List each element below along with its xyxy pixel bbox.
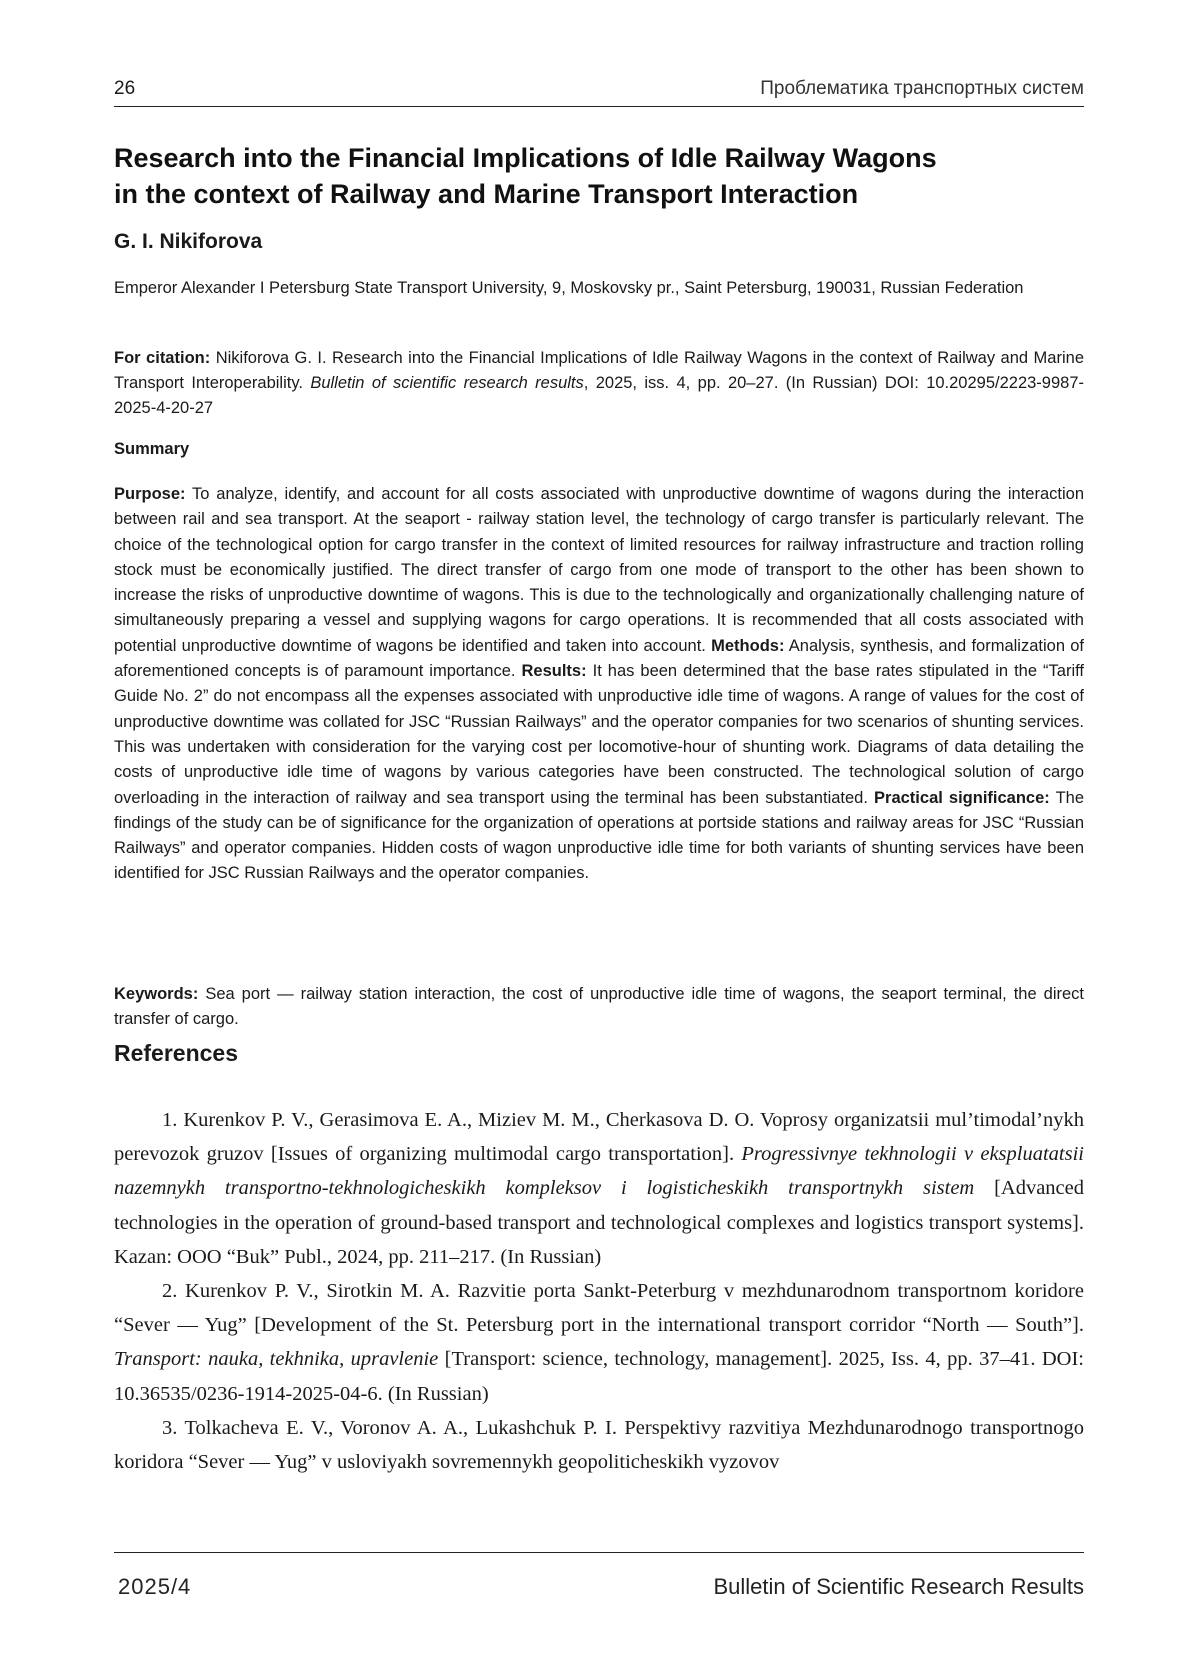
reference-text: 3. Tolkacheva E. V., Voronov A. A., Lukashchuk P. I. Perspektivy razvitiya Mezhdunarodnogo transportnogo koridora “Sever — Yug” v usloviyakh sovremennykh geopoliticheskikh vyzovov xyxy=(114,1416,1084,1474)
results-text: It has been determined that the base rates stipulated in the “Tariff Guide No. 2” do not encompass all the expenses associated with unproductive idle time of wagons. A range of values for the cost of unproductive downtime was collated for JSC “Russian Railways” and the operator companies for two scenarios of shunting services. This was undertaken with consideration for the varying cost per locomotive-hour of shunting work. Diagrams of data detailing the costs of unproductive idle time of wagons by various categories have been constructed. The technological solution of cargo overloading in the interaction of railway and sea transport using the terminal has been substantiated. xyxy=(114,662,1084,807)
keywords-text: Sea port — railway station interaction, the cost of unproductive idle time of wagons, the seaport terminal, the direct transfer of cargo. xyxy=(114,985,1084,1028)
significance-label: Practical significance: xyxy=(874,788,1050,807)
citation-label: For citation: xyxy=(114,349,211,367)
affiliation: Emperor Alexander I Petersburg State Transport University, 9, Moskovsky pr., Saint Petersburg, 190031, Russian Federation xyxy=(114,279,1024,297)
title-line-1: Research into the Financial Implications of Idle Railway Wagons xyxy=(114,143,937,173)
header-divider xyxy=(114,106,1084,107)
author-name: G. I. Nikiforova xyxy=(114,230,263,253)
references-heading: References xyxy=(114,1040,239,1066)
keywords xyxy=(114,982,1084,1032)
reference-source: Transport: nauka, tekhnika, upravlenie xyxy=(114,1348,439,1371)
purpose-text: To analyze, identify, and account for all costs associated with unproductive downtime of wagons during the interaction between rail and sea transport. At the seaport - railway station level, the technology of cargo transfer is particularly relevant. The choice of the technological option for cargo transfer in the context of limited resources for railway infrastructure and traction rolling stock must be economically justified. The direct transfer of cargo from one mode of transport to the other has been shown to increase the risks of unproductive downtime of wagons. This is due to the technologically and organizationally challenging nature of simultaneously preparing a vessel and supplying wagons for cargo operations. It is recommended that all costs associated with potential unproductive downtime of wagons be identified and taken into account. xyxy=(114,485,1084,655)
summary-heading: Summary xyxy=(114,440,190,458)
citation-journal: Bulletin of scientific research results xyxy=(310,374,584,392)
reference-source: Progressivnye tekhnologii v ekspluatatsii nazemnykh transportno-tekhnologicheskikh kompleksov i logisticheskikh transportnykh sistem xyxy=(114,1143,1084,1200)
reference-details: [Transport: science, technology, management]. 2025, Iss. 4, pp. 37–41. DOI: 10.36535/0236-1914-2025-04-6. (In Russian) xyxy=(114,1348,1084,1405)
section-title: Проблематика транспортных систем xyxy=(760,78,1084,99)
reference-details: [Advanced technologies in the operation of ground-based transport and technological complexes and logistics transport systems]. Kazan: OOO “Buk” Publ., 2024, pp. 211–217. (In Russian) xyxy=(114,1177,1084,1268)
reference-item xyxy=(114,1103,1084,1274)
results-label: Results: xyxy=(521,662,587,681)
citation-block xyxy=(114,346,1084,421)
reference-text: 1. Kurenkov P. V., Gerasimova E. A., Miziev M. M., Cherkasova D. O. Voprosy organizatsii mul’timodal’nykh perevozok gruzov [Issues of organizing multimodal cargo transportation]. xyxy=(114,1109,1084,1166)
title-line-2: in the context of Railway and Marine Transport Interaction xyxy=(114,179,859,209)
purpose-label: Purpose: xyxy=(114,485,186,503)
journal-page xyxy=(114,0,1084,1656)
reference-item xyxy=(114,1274,1084,1411)
significance-text: The findings of the study can be of significance for the organization of operations at portside stations and railway areas for JSC “Russian Railways” and operator companies. Hidden costs of wagon unproductive idle time for both variants of shunting services have been identified for JSC Russian Railways and the operator companies. xyxy=(114,788,1085,883)
article-title xyxy=(114,140,1084,212)
running-header xyxy=(114,78,1084,106)
journal-name: Bulletin of Scientific Research Results xyxy=(713,1574,1084,1599)
methods-text: Analysis, synthesis, and formalization of aforementioned concepts is of paramount importance. xyxy=(114,636,1084,681)
citation-text: Nikiforova G. I. Research into the Financial Implications of Idle Railway Wagons in the context of Railway and Marine Transport Interoperability. xyxy=(114,349,1084,392)
reference-text: 2. Kurenkov P. V., Sirotkin M. A. Razvitie porta Sankt-Peterburg v mezhdunarodnom transportnom koridore “Sever — Yug” [Development of the St. Petersburg port in the international transport corridor “North — South”]. xyxy=(114,1280,1084,1337)
footer-divider xyxy=(114,1552,1084,1553)
citation-details: , 2025, iss. 4, pp. 20–27. (In Russian) DOI: 10.20295/2223-9987-2025-4-20-27 xyxy=(114,374,1084,417)
keywords-label: Keywords: xyxy=(114,985,199,1003)
issue-number: 2025/4 xyxy=(118,1574,192,1599)
methods-label: Methods: xyxy=(711,636,785,655)
reference-item xyxy=(114,1411,1084,1479)
page-number: 26 xyxy=(114,78,136,99)
page-footer xyxy=(114,1574,1084,1606)
summary-text xyxy=(114,482,1084,887)
reference-list xyxy=(114,1103,1084,1479)
